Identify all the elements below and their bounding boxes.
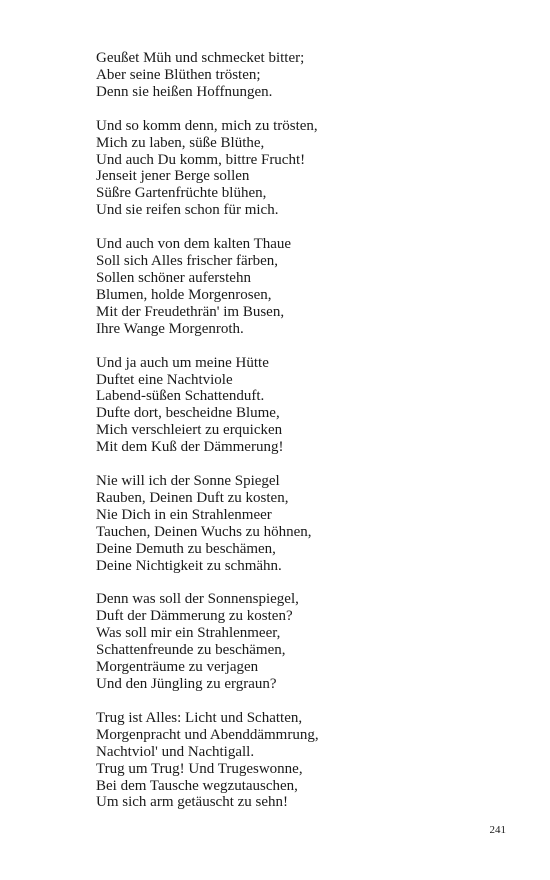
verse-line: Morgenpracht und Abenddämmrung, <box>96 726 319 743</box>
verse-line: Mich verschleiert zu erquicken <box>96 422 283 439</box>
verse-line: Und auch von dem kalten Thaue <box>96 236 292 253</box>
stanza <box>96 591 516 692</box>
verse-line: Soll sich Alles frischer färben, <box>96 253 279 270</box>
verse-line: Aber seine Blüthen trösten; <box>96 66 261 83</box>
verse-line: Duftet eine Nachtviole <box>96 371 233 388</box>
verse-line: Schattenfreunde zu beschämen, <box>96 642 286 659</box>
verse-line: Nachtviol' und Nachtigall. <box>96 743 255 760</box>
page-number: 241 <box>489 824 506 836</box>
verse-line: Morgenträume zu verjagen <box>96 659 259 676</box>
stanza <box>96 236 516 337</box>
verse-line: Blumen, holde Morgenrosen, <box>96 286 272 303</box>
verse-line: Und auch Du komm, bittre Frucht! <box>96 151 306 168</box>
verse-line: Und den Jüngling zu ergraun? <box>96 676 277 692</box>
verse-line: Geußet Müh und schmecket bitter; <box>96 50 305 66</box>
stanza <box>96 355 516 456</box>
verse-line: Denn sie heißen Hoffnungen. <box>96 83 273 100</box>
verse-line: Was soll mir ein Strahlenmeer, <box>96 625 281 642</box>
verse-line: Dufte dort, bescheidne Blume, <box>96 405 280 422</box>
verse-line: Labend-süßen Schattenduft. <box>96 388 265 405</box>
verse-line: Trug um Trug! Und Trugeswonne, <box>96 760 303 777</box>
verse-line: Trug ist Alles: Licht und Schatten, <box>96 709 303 726</box>
verse-line: Tauchen, Deinen Wuchs zu höhnen, <box>96 523 312 540</box>
verse-line: Denn was soll der Sonnenspiegel, <box>96 591 299 608</box>
verse-line: Nie will ich der Sonne Spiegel <box>96 473 280 490</box>
stanza <box>96 50 516 101</box>
verse-line: Mit der Freudethrän' im Busen, <box>96 303 285 320</box>
stanza <box>96 118 516 219</box>
stanza <box>96 710 516 811</box>
verse-line: Deine Nichtigkeit zu schmähn. <box>96 557 282 574</box>
verse-line: Mit dem Kuß der Dämmerung! <box>96 439 284 456</box>
verse-line: Sollen schöner auferstehn <box>96 269 251 286</box>
verse-line: Deine Demuth zu beschämen, <box>96 540 276 557</box>
poem-text <box>96 50 516 828</box>
verse-line: Jenseit jener Berge sollen <box>96 168 250 185</box>
verse-line: Rauben, Deinen Duft zu kosten, <box>96 489 289 506</box>
verse-line: Bei dem Tausche wegzutauschen, <box>96 777 298 794</box>
verse-line: Ihre Wange Morgenroth. <box>96 320 244 337</box>
stanza <box>96 473 516 574</box>
verse-line: Und sie reifen schon für mich. <box>96 202 279 219</box>
verse-line: Um sich arm getäuscht zu sehn! <box>96 794 289 811</box>
verse-line: Nie Dich in ein Strahlenmeer <box>96 506 272 523</box>
verse-line: Und ja auch um meine Hütte <box>96 354 269 371</box>
verse-line: Mich zu laben, süße Blüthe, <box>96 134 265 151</box>
verse-line: Duft der Dämmerung zu kosten? <box>96 608 293 625</box>
verse-line: Und so komm denn, mich zu trösten, <box>96 117 318 134</box>
verse-line: Süßre Gartenfrüchte blühen, <box>96 185 267 202</box>
